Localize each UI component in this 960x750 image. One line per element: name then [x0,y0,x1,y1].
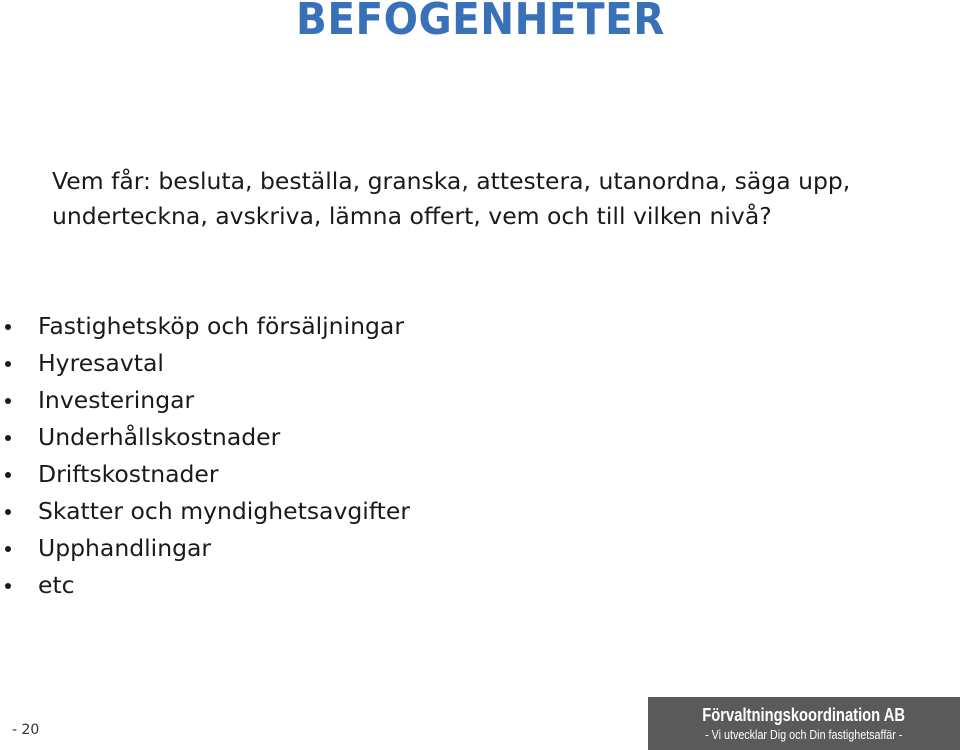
bullet-icon [5,472,11,478]
footer-company-name [648,705,960,725]
list-item-label: Skatter och myndighetsavgifter [38,497,411,525]
list-item [0,308,410,345]
list-item-label: Upphandlingar [38,534,212,562]
bullet-icon [5,583,11,589]
bullet-icon [5,509,11,515]
bullet-icon [5,361,11,367]
list-item [0,382,410,419]
list-item [0,345,410,382]
bullet-icon [5,435,11,441]
footer-company-text: Förvaltningskoordination AB [702,705,906,725]
question-text: Vem får: besluta, beställa, granska, attestera, utanordna, säga upp, underteckna, avskriva, lämna offert, vem och till vilken nivå? [52,167,851,230]
bullet-icon [5,324,11,330]
list-item-label: Hyresavtal [38,349,164,377]
list-item [0,456,410,493]
list-item-label: Fastighetsköp och försäljningar [38,312,404,340]
list-item [0,530,410,567]
list-item [0,493,410,530]
bullet-icon [5,546,11,552]
list-item [0,419,410,456]
slide-title-text: BEFOGENHETER [295,0,665,45]
list-item-label: Driftskostnader [38,460,219,488]
bullet-list [0,308,410,604]
footer-tagline [648,728,960,742]
bullet-icon [5,398,11,404]
list-item-label: Investeringar [38,386,195,414]
page-number: - 20 [12,722,40,738]
slide-title [0,0,960,45]
list-item [0,567,410,604]
footer-tagline-text: - Vi utvecklar Dig och Din fastighetsaffär - [705,728,903,742]
list-item-label: Underhållskostnader [38,423,281,451]
footer-banner [648,697,960,750]
list-item-label: etc [38,571,75,599]
